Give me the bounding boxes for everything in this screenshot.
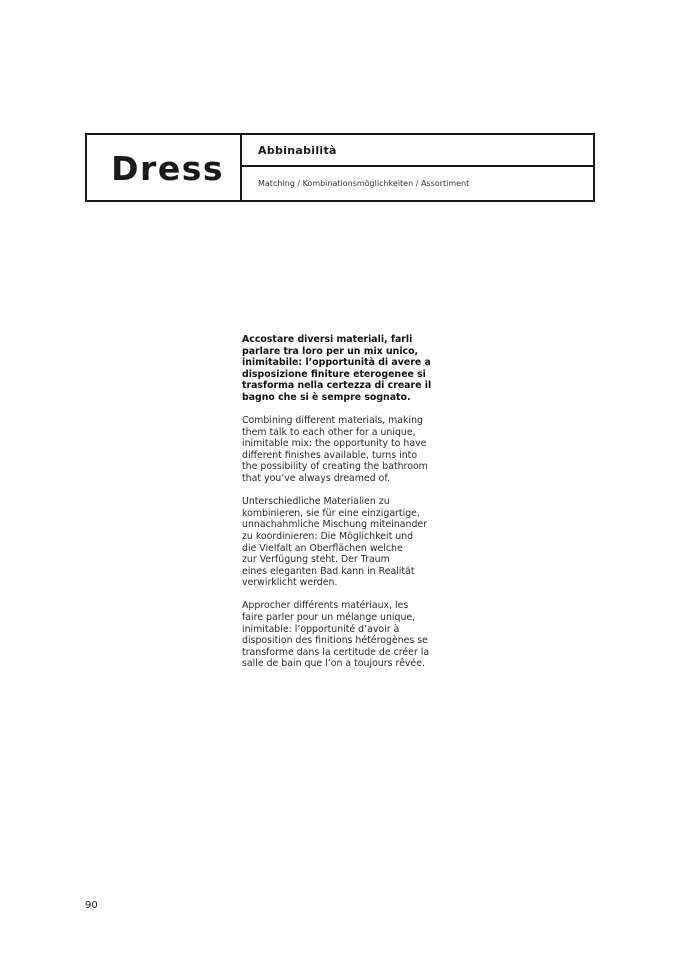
section-title: Abbinabilità (258, 143, 337, 157)
brand-cell (87, 135, 242, 200)
body-text (242, 334, 442, 681)
paragraph-german: Unterschiedliche Materialien zu kombinieren, sie für eine einzigartige, unnachahmliche Mischung miteinander zu koordinieren: Die Möglichkeit und die Vielfalt an Oberflächen welche zur Verfügung steht. Der Traum eines eleganten Bad kann in Realität verwirklicht werden. (242, 496, 428, 589)
title-cell (242, 135, 593, 200)
paragraph-italian: Accostare diversi materiali, farli parlare tra loro per un mix unico, inimitabile: l’opportunità di avere a disposizione finiture eterogenee si trasforma nella certezza di creare il bagno che si è sempre sognato. (242, 334, 432, 403)
section-subtitle: Matching / Kombinationsmöglichkeiten / Assortiment (258, 179, 470, 188)
paragraph-english: Combining different materials, making them talk to each other for a unique, inimitable mix: the opportunity to have different finishes available, turns into the possibility of creating the bathroom that you’ve always dreamed of. (242, 415, 428, 485)
title-row (242, 135, 593, 167)
brand-title: Dress (111, 149, 224, 188)
header-box (85, 133, 595, 202)
page-number: 90 (85, 900, 98, 911)
subtitle-row (242, 167, 593, 200)
paragraph-french: Approcher différents matériaux, les faire parler pour un mélange unique, inimitable: l’opportunité d’avoir à disposition des finitions hétérogènes se transforme dans la certitude de créer la salle de bain que l’on a toujours rêvée. (242, 600, 430, 670)
